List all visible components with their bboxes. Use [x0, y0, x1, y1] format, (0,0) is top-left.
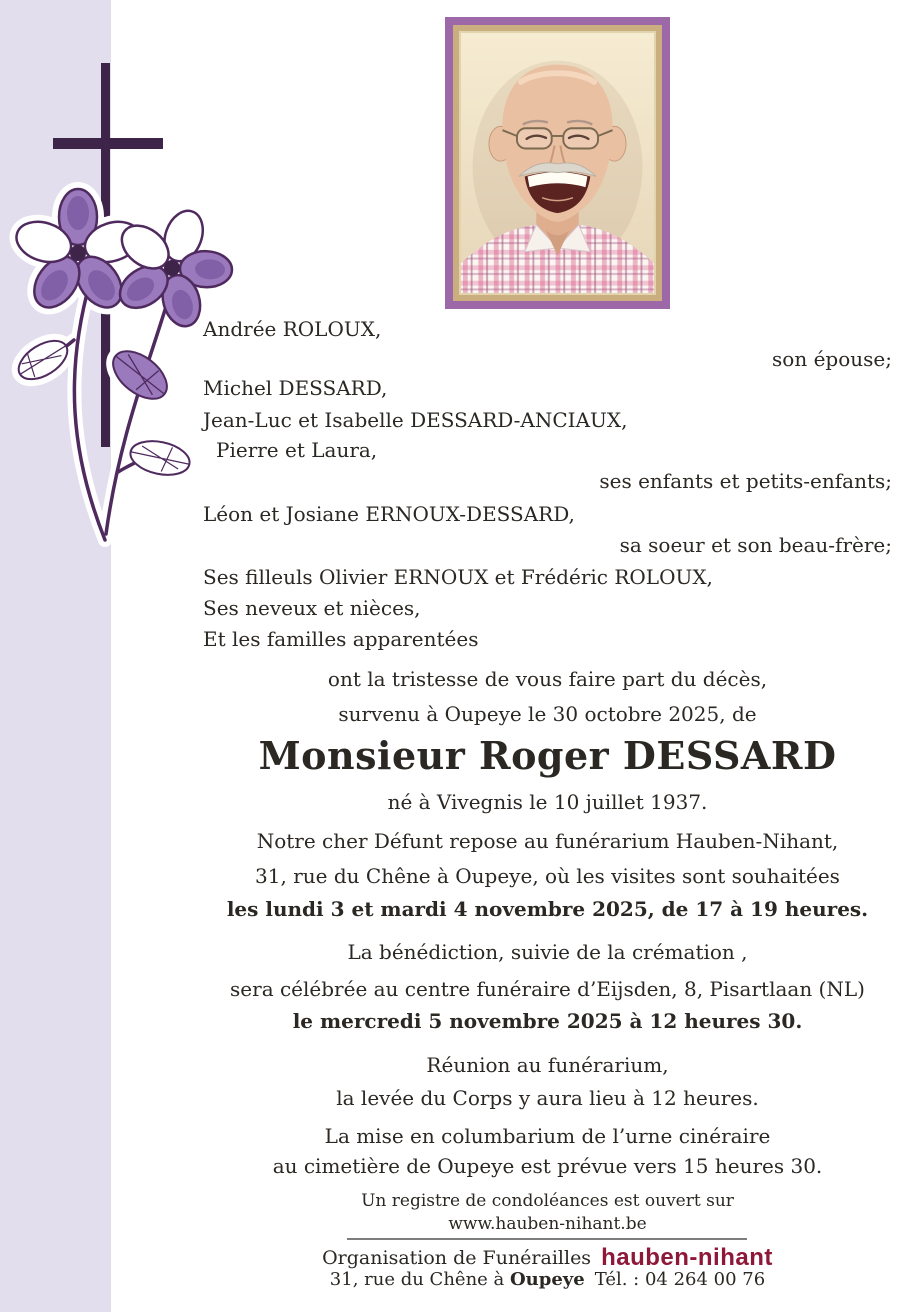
birth-line: né à Vivegnis le 10 juillet 1937.: [387, 790, 708, 814]
columbarium-line-2: au cimetière de Oupeye est prévue vers 15 heures 30.: [272, 1154, 823, 1178]
family-spouse-name: Andrée ROLOUX,: [203, 317, 382, 341]
ceremony-line-1: La bénédiction, suivie de la crémation ,: [347, 940, 748, 964]
visitation-dates: les lundi 3 et mardi 4 novembre 2025, de 17 à 19 heures.: [226, 897, 869, 921]
ceremony-date: le mercredi 5 novembre 2025 à 12 heures 30.: [292, 1009, 803, 1033]
footer-address-prefix: 31, rue du Chêne à: [329, 1269, 510, 1290]
deceased-portrait-photo: [459, 31, 656, 295]
announcement-intro-1: ont la tristesse de vous faire part du décès,: [327, 667, 768, 691]
register-line: Un registre de condoléances est ouvert sur: [361, 1191, 734, 1211]
visitation-line-1: Notre cher Défunt repose au funérarium Hauben-Nihant,: [256, 829, 839, 853]
family-sister-couple: Léon et Josiane ERNOUX-DESSARD,: [203, 502, 575, 526]
footer-address-line: [203, 1269, 892, 1290]
footer-phone: Tél. : 04 264 00 76: [594, 1269, 766, 1290]
announcement-intro-2: survenu à Oupeye le 30 octobre 2025, de: [338, 702, 757, 726]
footer-divider: [347, 1238, 747, 1240]
visitation-line-2: 31, rue du Chêne à Oupeye, où les visites sont souhaitées: [255, 864, 840, 888]
family-spouse-relation: son épouse;: [772, 347, 892, 371]
family-sister-relation: sa soeur et son beau-frère;: [619, 533, 892, 557]
deceased-name-title: Monsieur Roger DESSARD: [258, 733, 837, 778]
family-nephews: Ses neveux et nièces,: [203, 596, 421, 620]
deceased-portrait-frame: [445, 17, 670, 309]
ceremony-line-2: sera célébrée au centre funéraire d’Eijsden, 8, Pisartlaan (NL): [230, 977, 865, 1001]
columbarium-line-1: La mise en columbarium de l’urne cinéraire: [324, 1124, 771, 1148]
register-website: www.hauben-nihant.be: [448, 1214, 647, 1234]
footer-city: Oupeye: [510, 1269, 585, 1290]
footer-org-line: [203, 1243, 892, 1271]
family-child-3: Pierre et Laura,: [216, 438, 378, 462]
reunion-line-2: la levée du Corps y aura lieu à 12 heures.: [336, 1086, 759, 1110]
family-related-families: Et les familles apparentées: [203, 627, 479, 651]
footer-org-label: Organisation de Funérailles: [322, 1247, 592, 1269]
purple-flowers-illustration: [0, 172, 245, 564]
family-child-1: Michel DESSARD,: [203, 376, 388, 400]
family-children-relation: ses enfants et petits-enfants;: [599, 469, 892, 493]
family-godsons: Ses filleuls Olivier ERNOUX et Frédéric ROLOUX,: [203, 565, 713, 589]
flower-art: [11, 189, 232, 540]
cross-icon-arm: [53, 138, 163, 149]
reunion-line-1: Réunion au funérarium,: [426, 1053, 669, 1077]
funeral-home-logo: hauben-nihant: [601, 1244, 773, 1271]
family-child-2: Jean-Luc et Isabelle DESSARD-ANCIAUX,: [203, 408, 628, 432]
